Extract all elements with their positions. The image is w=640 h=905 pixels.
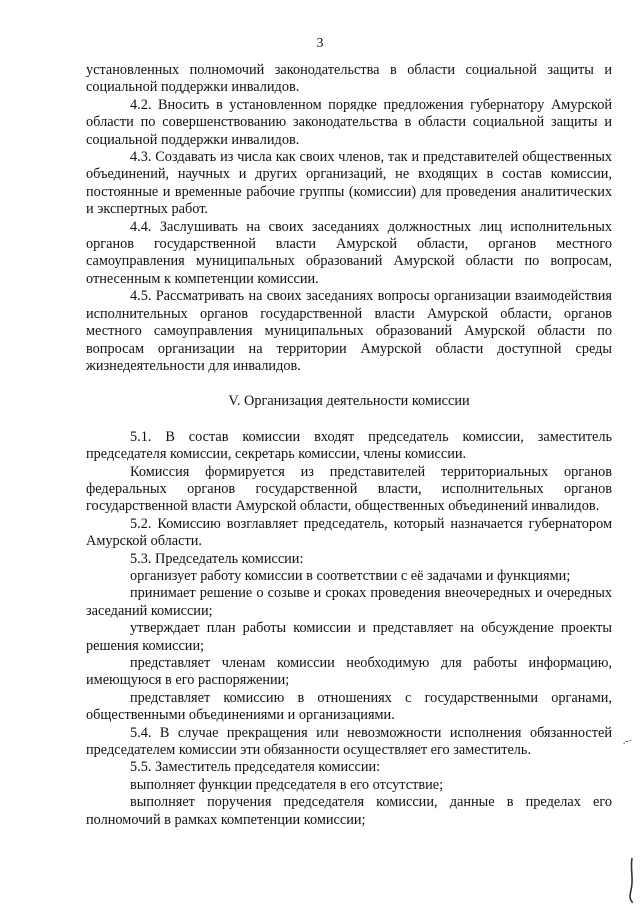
paragraph-5-4: 5.4. В случае прекращения или невозможности исполнения обязанностей председателем комиссии эти обязанности осуществляет его заместитель. [86, 724, 612, 759]
paragraph-5-5: 5.5. Заместитель председателя комиссии: [130, 759, 381, 776]
paragraph-5-3: 5.3. Председатель комиссии: [130, 550, 304, 567]
paragraph-4-4: 4.4. Заслушивать на своих заседаниях должностных лиц исполнительных органов государственной власти Амурской области, органов местного самоуправления муниципальных образований Амурской области по вопросам, отнесенным к компетенции комиссии. [86, 218, 612, 287]
paragraph-4-5: 4.5. Рассматривать на своих заседаниях вопросы организации взаимодействия исполнительных органов государственной власти Амурской области, органов местного самоуправления муниципальных образований Амурской области по вопросам организации на территории Амурской области доступной среды жизнедеятельности для инвалидов. [86, 288, 612, 374]
chairman-duty-represents: представляет комиссию в отношениях с государственными органами, общественными объединениями и организациями. [86, 689, 612, 724]
chairman-duty-organizes: организует работу комиссии в соответствии с её задачами и функциями; [130, 567, 571, 584]
page-number: 3 [316, 36, 324, 51]
chairman-duty-approves-plan: утверждает план работы комиссии и представляет на обсуждение проекты решения комиссии; [86, 620, 612, 654]
deputy-duty-executes-orders: выполняет поручения председателя комиссии, данные в пределах его полномочий в рамках компетенции комиссии; [86, 794, 612, 828]
paragraph-4-3: 4.3. Создавать из числа как своих членов, так и представителей общественных объединений, научных и других организаций, не входящих в состав комиссии, постоянные и временные рабочие группы (комиссии) для проведения аналитических и экспертных работ. [86, 149, 612, 218]
paragraph-4-2: 4.2. Вносить в установленном порядке предложения губернатору Амурской области по совершенствованию законодательства в области социальной защиты и социальной поддержки инвалидов. [86, 96, 612, 148]
chairman-duty-provides-info: представляет членам комиссии необходимую для работы информацию, имеющуюся в его распоряжении; [86, 655, 612, 689]
paragraph-5-1: 5.1. В состав комиссии входят председатель комиссии, заместитель председателя комиссии, секретарь комиссии, члены комиссии. [86, 428, 612, 463]
paragraph-4-1-continuation: установленных полномочий законодательства в области социальной защиты и социальной поддержки инвалидов. [86, 62, 612, 96]
paragraph-commission-formation: Комиссия формируется из представителей территориальных органов федеральных органов государственной власти, исполнительных органов государственной власти Амурской области, общественных объединений инвалидов. [86, 463, 612, 515]
scan-artifact: .-· [622, 736, 632, 747]
binding-edge-mark [628, 856, 636, 904]
chairman-duty-convenes: принимает решение о созыве и сроках проведения внеочередных и очередных заседаний комиссии; [86, 585, 612, 619]
paragraph-5-2: 5.2. Комиссию возглавляет председатель, который назначается губернатором Амурской области. [86, 515, 612, 550]
deputy-duty-acts-as-chair: выполняет функции председателя в его отсутствие; [130, 776, 444, 793]
document-body [86, 62, 612, 829]
section-heading: V. Организация деятельности комиссии [228, 393, 470, 410]
